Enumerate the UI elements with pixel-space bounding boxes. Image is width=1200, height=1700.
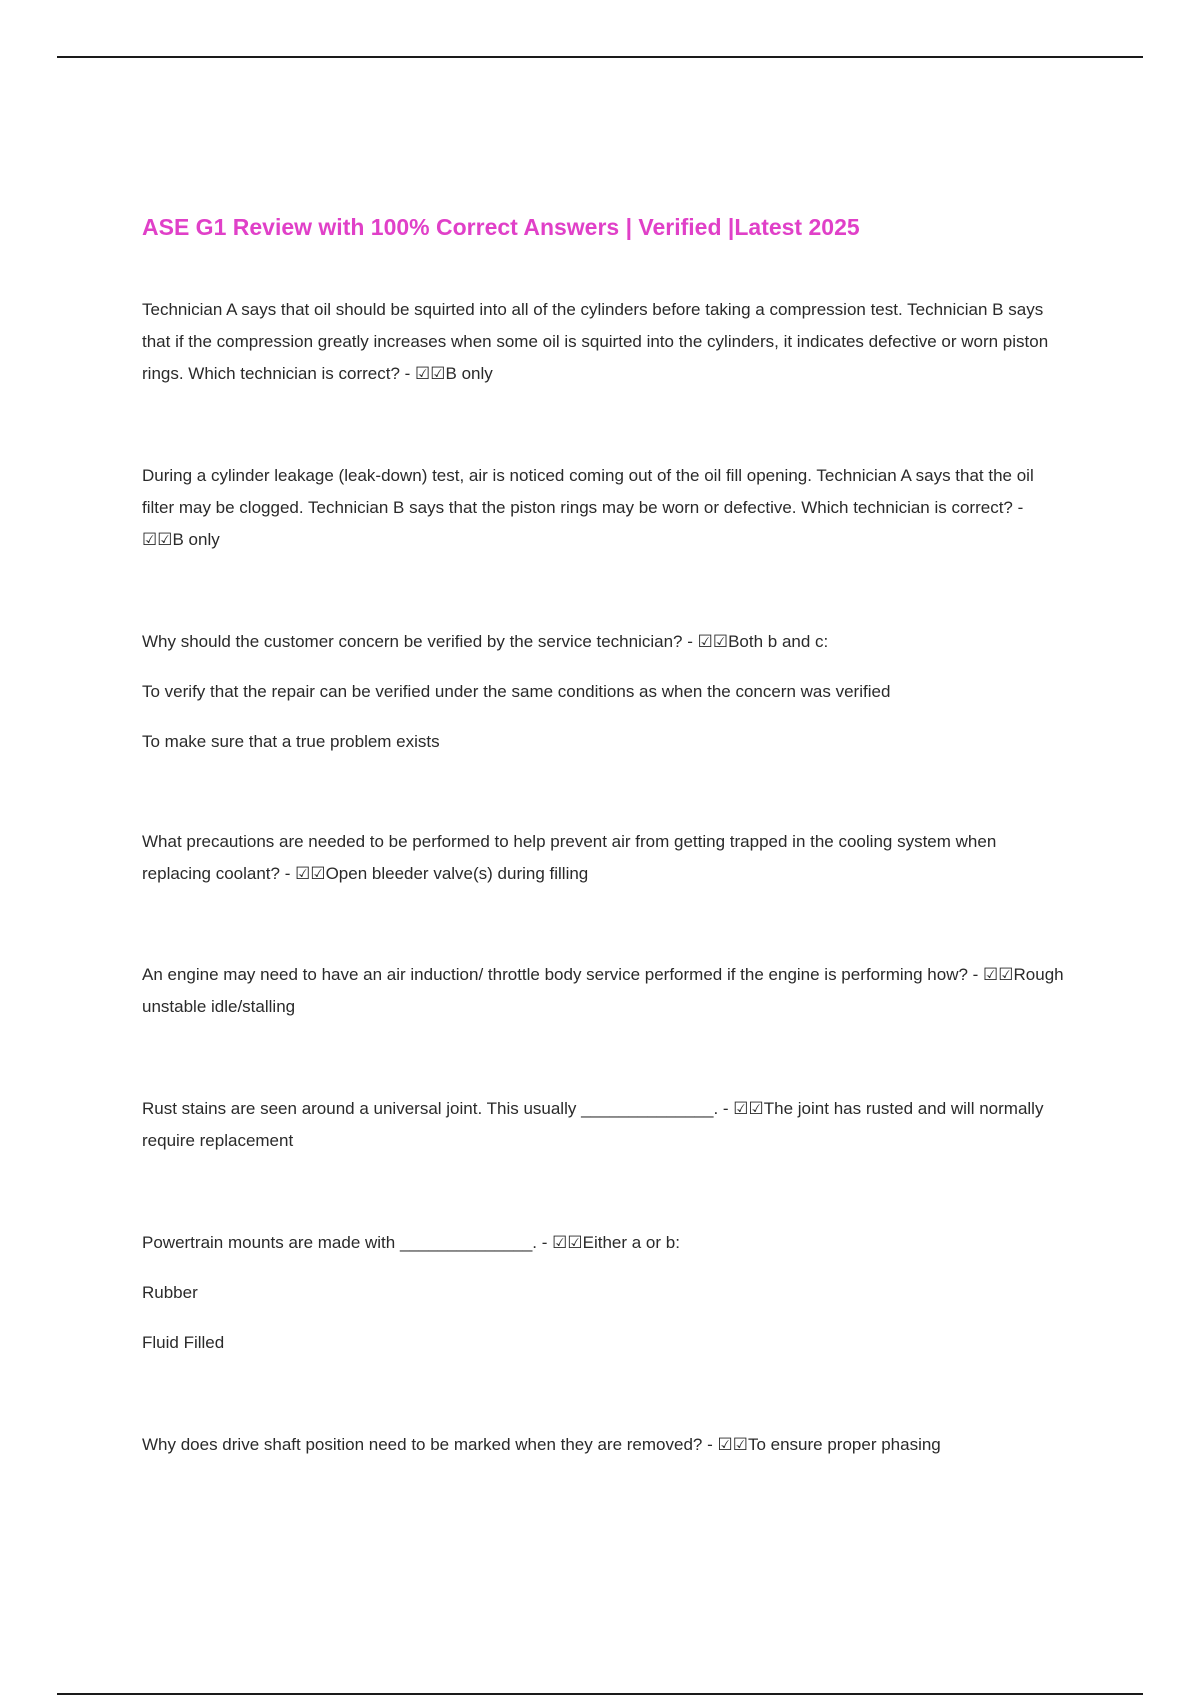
answer-option: Fluid Filled xyxy=(142,1333,225,1352)
header-rule xyxy=(57,56,1143,58)
qa-item xyxy=(142,626,1067,758)
question-answer-text: Why should the customer concern be verified by the service technician? - ☑☑Both b and c: xyxy=(142,632,829,651)
footer-rule xyxy=(57,1693,1143,1695)
qa-item xyxy=(142,294,1067,390)
question-answer-text: Technician A says that oil should be squirted into all of the cylinders before taking a compression test. Technician B says that if the compression greatly increases when some oil is squirted into the cylinders, it indicates defective or worn piston rings. Which technician is correct? - ☑☑B only xyxy=(142,300,1049,383)
qa-item xyxy=(142,826,1067,890)
question-answer-text: What precautions are needed to be performed to help prevent air from getting trapped in the cooling system when replacing coolant? - ☑☑Open bleeder valve(s) during filling xyxy=(142,832,997,883)
answer-option: Rubber xyxy=(142,1283,198,1302)
document-body xyxy=(142,210,1067,1461)
answer-option: To verify that the repair can be verified under the same conditions as when the concern was verified xyxy=(142,682,891,701)
question-answer-text: Powertrain mounts are made with ______________. - ☑☑Either a or b: xyxy=(142,1233,680,1252)
qa-item xyxy=(142,460,1067,556)
question-answer-text: During a cylinder leakage (leak-down) test, air is noticed coming out of the oil fill opening. Technician A says that the oil filter may be clogged. Technician B says that the piston rings may be worn or defective. Which technician is correct? - ☑☑B only xyxy=(142,466,1034,549)
qa-item xyxy=(142,1227,1067,1359)
qa-item xyxy=(142,959,1067,1023)
qa-item xyxy=(142,1429,1067,1461)
question-answer-text: An engine may need to have an air induction/ throttle body service performed if the engine is performing how? - ☑☑Rough unstable idle/stalling xyxy=(142,965,1064,1016)
answer-option: To make sure that a true problem exists xyxy=(142,732,440,751)
question-answer-text: Rust stains are seen around a universal joint. This usually ______________. - ☑☑The joint has rusted and will normally require replacement xyxy=(142,1099,1044,1150)
document-title: ASE G1 Review with 100% Correct Answers | Verified |Latest 2025 xyxy=(142,214,860,240)
question-answer-text: Why does drive shaft position need to be marked when they are removed? - ☑☑To ensure proper phasing xyxy=(142,1435,941,1454)
qa-item xyxy=(142,1093,1067,1157)
